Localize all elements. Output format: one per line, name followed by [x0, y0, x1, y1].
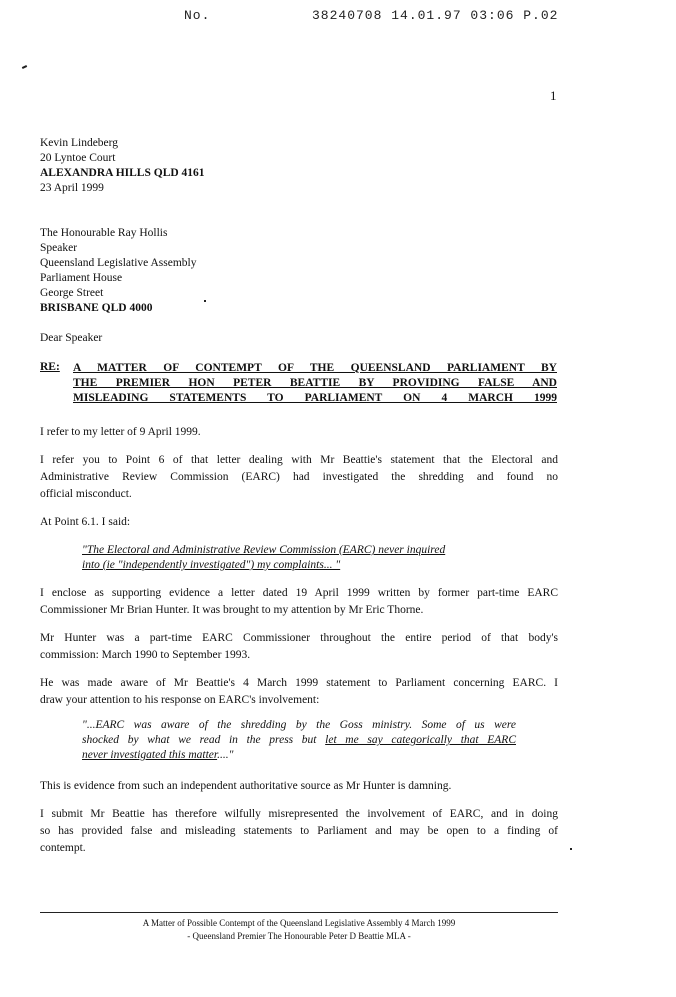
footer-line-2: - Queensland Premier The Honourable Peter D Beattie MLA - [187, 931, 411, 941]
paragraph-line: Commissioner Mr Brian Hunter. It was brought to my attention by Mr Eric Thorne. [40, 604, 424, 616]
sender-street: 20 Lyntoe Court [40, 152, 116, 164]
paragraph-enclose [40, 585, 558, 619]
paragraph-line: so has provided false and misleading statements to Parliament and may be open to a finding of [40, 825, 558, 837]
scan-speck [570, 848, 572, 850]
letter-date: 23 April 1999 [40, 182, 104, 194]
recipient-building: Parliament House [40, 272, 123, 284]
sender-suburb: ALEXANDRA HILLS QLD 4161 [40, 167, 205, 179]
paragraph-point61: At Point 6.1. I said: [40, 516, 131, 528]
paragraph-line: He was made aware of Mr Beattie's 4 March 1999 statement to Parliament concerning EARC. I [40, 677, 558, 689]
quote-line: into (ie "independently investigated") my complaints... " [82, 559, 341, 571]
sender-name: Kevin Lindeberg [40, 137, 119, 149]
recipient-city: BRISBANE QLD 4000 [40, 302, 153, 314]
paragraph-line: I refer you to Point 6 of that letter dealing with Mr Beattie's statement that the Electoral and [40, 454, 558, 466]
fax-number-label: No. [184, 8, 211, 23]
sender-address [40, 136, 205, 196]
quote-line: shocked by what we read in the press but let me say categorically that EARC [82, 734, 516, 746]
recipient-street: George Street [40, 287, 104, 299]
subject-line: MISLEADING STATEMENTS TO PARLIAMENT ON 4 MARCH 1999 [73, 392, 557, 404]
footer-line-1: A Matter of Possible Contempt of the Queensland Legislative Assembly 4 March 1999 [142, 918, 456, 928]
page-number: 1 [550, 88, 557, 103]
paragraph-line: draw your attention to his response on EARC's involvement: [40, 694, 320, 706]
paragraph-line: official misconduct. [40, 488, 132, 500]
subject-line: A MATTER OF CONTEMPT OF THE QUEENSLAND PARLIAMENT BY [73, 362, 557, 374]
paragraph-line: I enclose as supporting evidence a letter dated 19 April 1999 written by former part-time EARC [40, 587, 558, 599]
recipient-title: Speaker [40, 242, 78, 254]
recipient-org: Queensland Legislative Assembly [40, 257, 197, 269]
scan-speck [22, 65, 27, 69]
paragraph-hunter [40, 630, 558, 664]
quote-line: "...EARC was aware of the shredding by the Goss ministry. Some of us were [82, 719, 516, 731]
subject-label: RE: [40, 361, 60, 373]
paragraph-line: I submit Mr Beattie has therefore wilfully misrepresented the involvement of EARC, and in doing [40, 808, 558, 820]
paragraph-point6 [40, 452, 558, 503]
paragraph-line: Mr Hunter was a part-time EARC Commissioner throughout the entire period of that body's [40, 632, 558, 644]
paragraph-line: commission: March 1990 to September 1993. [40, 649, 251, 661]
paragraph-submit [40, 806, 558, 857]
scan-speck [204, 300, 206, 302]
subject-text [73, 361, 557, 406]
quote-line: "The Electoral and Administrative Review Commission (EARC) never inquired [82, 544, 446, 556]
fax-transmission-line: 38240708 14.01.97 03:06 P.02 [312, 8, 559, 23]
subject-line: THE PREMIER HON PETER BEATTIE BY PROVIDING FALSE AND [73, 377, 557, 389]
quote-hunter [82, 718, 516, 763]
paragraph-refer: I refer to my letter of 9 April 1999. [40, 426, 201, 438]
paragraph-line: contempt. [40, 842, 86, 854]
recipient-name: The Honourable Ray Hollis [40, 227, 168, 239]
salutation: Dear Speaker [40, 332, 103, 344]
quote-line: never investigated this matter...." [82, 749, 234, 761]
paragraph-line: Administrative Review Commission (EARC) had investigated the shredding and found no [40, 471, 558, 483]
paragraph-made-aware [40, 675, 558, 709]
paragraph-damning: This is evidence from such an independent authoritative source as Mr Hunter is damning. [40, 780, 452, 792]
recipient-address [40, 226, 197, 316]
quote-earc-never-inquired [82, 543, 522, 573]
footer-rule [40, 912, 558, 913]
